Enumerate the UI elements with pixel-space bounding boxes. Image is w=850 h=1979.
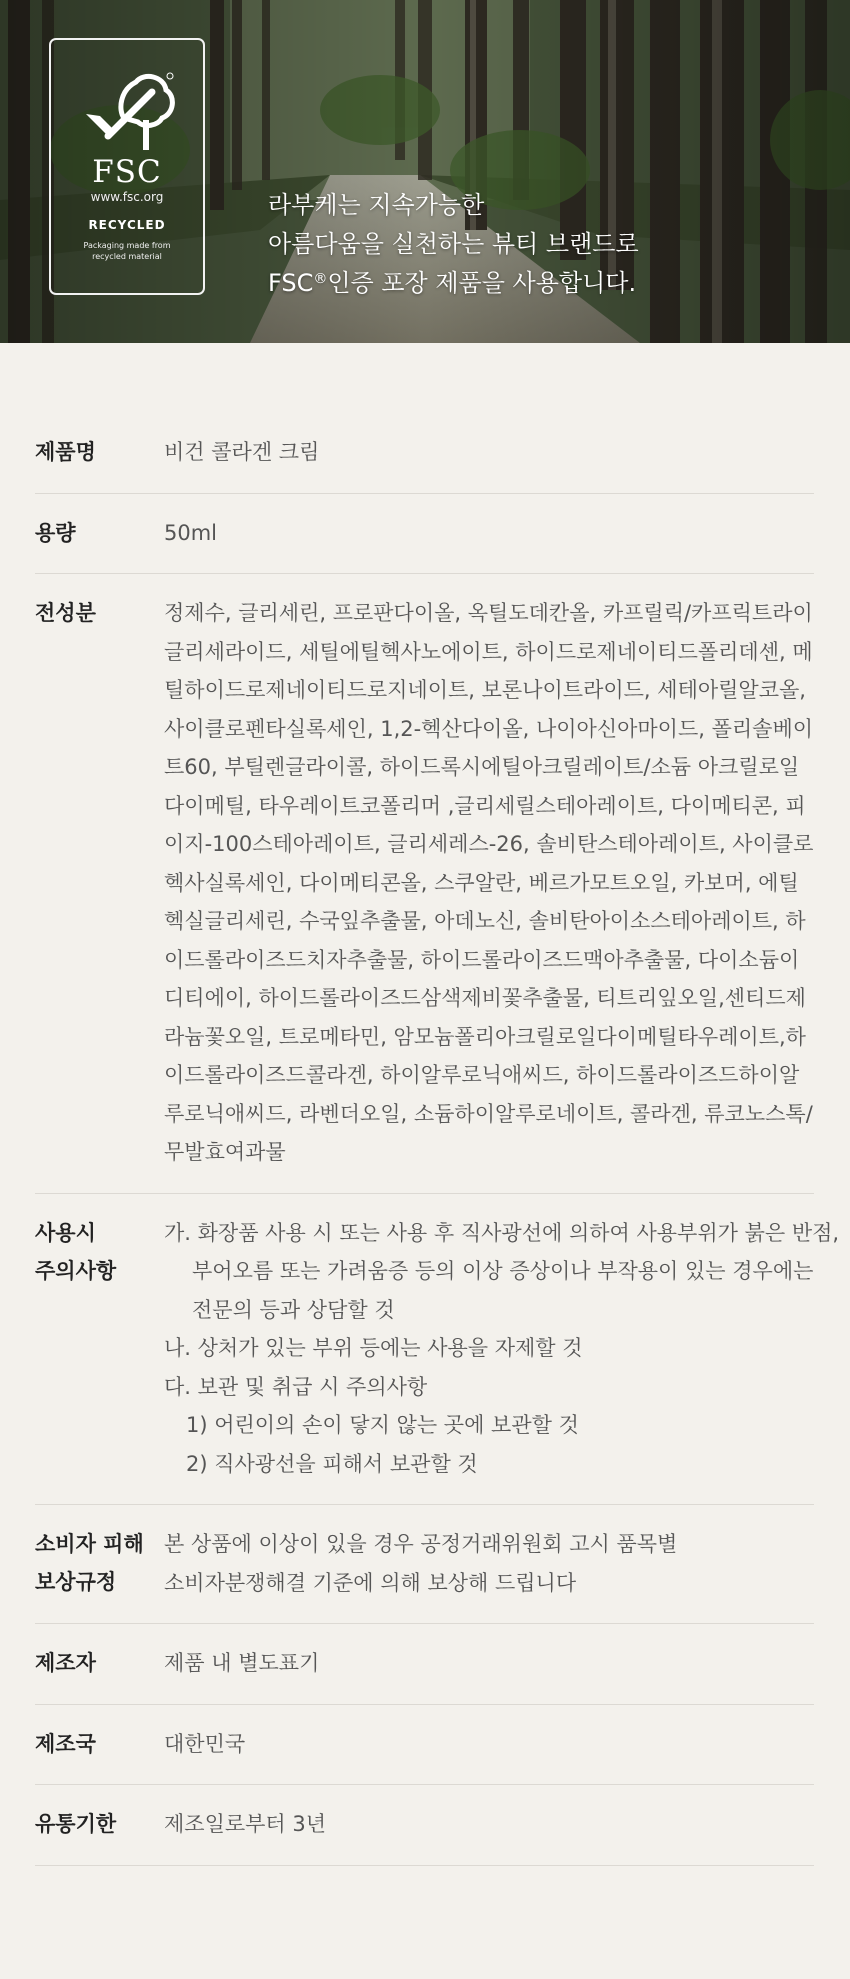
registered-mark: ® [313, 271, 328, 287]
compensation-row [35, 1505, 814, 1624]
hero-message-line3-rest: 인증 포장 제품을 사용합니다. [327, 269, 637, 297]
hero-banner [0, 0, 850, 343]
hero-message-line1: 라부케는 지속가능한 [268, 191, 485, 219]
precaution-line: 가. 화장품 사용 시 또는 사용 후 직사광선에 의하여 사용부위가 붉은 반점, [164, 1220, 840, 1245]
manufacturer-value: 제품 내 별도표기 [164, 1651, 320, 1675]
fsc-brand-text: FSC [92, 154, 162, 190]
fsc-url-text: www.fsc.org [90, 190, 164, 204]
fsc-tree-icon [78, 70, 178, 152]
hero-message-line2: 아름다움을 실천하는 뷰티 브랜드로 [268, 230, 639, 258]
hero-message [268, 186, 639, 303]
precautions-label: 사용시 주의사항 [35, 1220, 117, 1283]
fsc-packaging-line2: recycled material [92, 252, 162, 261]
manufacturer-row [35, 1624, 814, 1705]
fsc-packaging-text [63, 240, 191, 262]
volume-row [35, 494, 814, 575]
manufacturer-label: 제조자 [35, 1651, 96, 1675]
fsc-text: FSC [268, 269, 314, 297]
product-name-row [35, 433, 814, 494]
expiry-value: 제조일로부터 3년 [164, 1812, 327, 1836]
country-value: 대한민국 [164, 1731, 246, 1756]
country-row [35, 1705, 814, 1786]
fsc-logo [49, 38, 205, 295]
product-info-table [35, 433, 840, 1866]
compensation-label: 소비자 피해 보상규정 [35, 1532, 144, 1594]
ingredients-value: 정제수, 글리세린, 프로판다이올, 옥틸도데칸올, 카프릴릭/카프릭트라이글리세라이드, 세틸에틸헥사노에이트, 하이드로제네이티드폴리데센, 메틸하이드로제네이티드로지네이트, 보론나이트라이드, 세테아릴알코올, 사이클로펜타실록세인, 1,2-헥산다이올, 나이아신아마이드, 폴리솔베이트60, 부틸렌글라이콜, 하이드록시에틸아크릴레이트/소듐 아크릴로일다이메틸, 타우레이트코폴리머 ,글리세릴스테아레이트, 다이메티콘, 피이지-100스테아레이트, 글리세레스-26, 솔비탄스테아레이트, 사이클로헥사실록세인, 다이메티콘올, 스쿠알란, 베르가모트오일, 카보머, 에틸헥실글리세린, 수국잎추출물, 아데노신, 솔비탄아이소스테아레이트, 하이드롤라이즈드치자추출물, 하이드롤라이즈드맥아추출물, 다이소듐이디티에이, 하이드롤라이즈드삼색제비꽃추출물, 티트리잎오일,센티드제라늄꽃오일, 트로메타민, 암모늄폴리아크릴로일다이메틸타우레이트,하이드롤라이즈드콜라겐, 하이알루로닉애씨드, 하이드롤라이즈드하이알루로닉애씨드, 라벤더오일, 소듐하이알루로네이트, 콜라겐, 류코노스톡/무발효여과물 [164, 601, 814, 1164]
precautions-value [164, 1214, 839, 1484]
fsc-recycled-text: RECYCLED [88, 218, 166, 232]
precaution-line: 나. 상처가 있는 부위 등에는 사용을 자제할 것 [164, 1336, 583, 1360]
compensation-line: 소비자분쟁해결 기준에 의해 보상해 드립니다 [164, 1570, 577, 1595]
product-name-label: 제품명 [35, 440, 96, 464]
precaution-line: 1) 어린이의 손이 닿지 않는 곳에 보관할 것 [186, 1413, 579, 1437]
precaution-line: 전문의 등과 상담할 것 [192, 1297, 395, 1322]
volume-label: 용량 [35, 520, 76, 545]
product-name-value: 비건 콜라겐 크림 [164, 440, 320, 464]
country-label: 제조국 [35, 1731, 96, 1756]
fsc-packaging-line1: Packaging made from [83, 241, 171, 250]
precautions-row [35, 1194, 840, 1506]
ingredients-row [35, 574, 814, 1194]
precaution-line: 부어오름 또는 가려움증 등의 이상 증상이나 부작용이 있는 경우에는 [192, 1259, 814, 1283]
hero-message-line3 [268, 264, 639, 303]
compensation-value [164, 1525, 814, 1602]
ingredients-label: 전성분 [35, 601, 96, 625]
expiry-row [35, 1785, 814, 1866]
compensation-line: 본 상품에 이상이 있을 경우 공정거래위원회 고시 품목별 [164, 1532, 678, 1556]
volume-value: 50ml [164, 520, 218, 545]
expiry-label: 유통기한 [35, 1812, 117, 1836]
precaution-line: 다. 보관 및 취급 시 주의사항 [164, 1374, 428, 1399]
precaution-line: 2) 직사광선을 피해서 보관할 것 [186, 1451, 478, 1476]
